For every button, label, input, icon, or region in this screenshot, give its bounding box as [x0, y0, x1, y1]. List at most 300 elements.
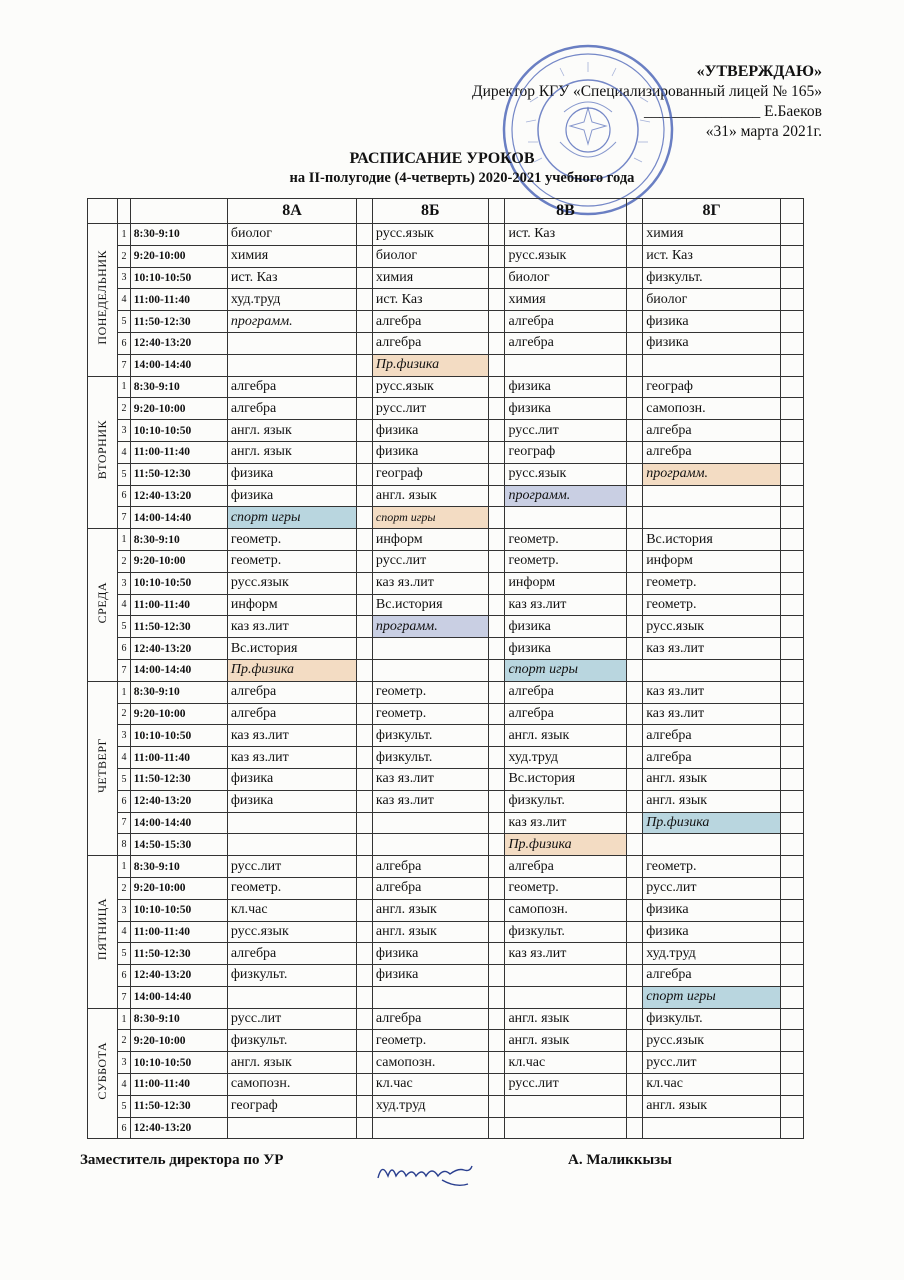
- spacer-cell: [780, 376, 803, 398]
- schedule-row: [88, 267, 804, 289]
- subject-cell: русс.язык: [372, 376, 488, 398]
- day-name: ВТОРНИК: [95, 420, 110, 480]
- spacer-cell: [626, 921, 643, 943]
- lesson-time: 9:20-10:00: [130, 245, 227, 267]
- lesson-time: 11:00-11:40: [130, 594, 227, 616]
- subject-cell: каз яз.лит: [372, 790, 488, 812]
- subject-cell: англ. язык: [505, 1030, 626, 1052]
- day-name: ЧЕТВЕРГ: [95, 738, 110, 794]
- spacer-cell: [488, 224, 505, 246]
- schedule-row: [88, 616, 804, 638]
- spacer-cell: [488, 332, 505, 354]
- footer-position: Заместитель директора по УР: [80, 1152, 284, 1168]
- schedule-row: [88, 311, 804, 333]
- subject-cell: биолог: [372, 245, 488, 267]
- spacer-cell: [357, 747, 373, 769]
- spacer-cell: [357, 224, 373, 246]
- lesson-time: 14:00-14:40: [130, 659, 227, 681]
- subject-cell: физика: [372, 441, 488, 463]
- subject-cell: [505, 1117, 626, 1139]
- spacer-cell: [780, 638, 803, 660]
- lesson-number: 1: [118, 376, 131, 398]
- spacer-cell: [780, 1074, 803, 1096]
- day-name: ПОНЕДЕЛЬНИК: [95, 250, 110, 345]
- lesson-number: 4: [118, 441, 131, 463]
- spacer-cell: [357, 965, 373, 987]
- day-name: ПЯТНИЦА: [95, 898, 110, 961]
- spacer-cell: [626, 1008, 643, 1030]
- spacer-cell: [780, 332, 803, 354]
- subject-cell: спорт игры: [643, 986, 781, 1008]
- subject-cell: физкульт.: [505, 790, 626, 812]
- lesson-number: 5: [118, 768, 131, 790]
- spacer-cell: [780, 550, 803, 572]
- subject-cell: [505, 986, 626, 1008]
- schedule-row: [88, 398, 804, 420]
- footer-name: А. Маликкызы: [568, 1152, 672, 1168]
- subject-cell: [643, 659, 781, 681]
- spacer-cell: [357, 899, 373, 921]
- spacer-cell: [626, 594, 643, 616]
- lesson-number: 1: [118, 529, 131, 551]
- subject-cell: алгебра: [643, 725, 781, 747]
- day-label: [88, 856, 118, 1009]
- subject-cell: физика: [643, 899, 781, 921]
- subject-cell: каз яз.лит: [505, 943, 626, 965]
- spacer-cell: [488, 485, 505, 507]
- subject-cell: русс.лит: [643, 877, 781, 899]
- subject-cell: русс.язык: [372, 224, 488, 246]
- lesson-number: 6: [118, 332, 131, 354]
- spacer-cell: [488, 550, 505, 572]
- lesson-number: 4: [118, 289, 131, 311]
- lesson-number: 2: [118, 703, 131, 725]
- subject-cell: географ: [505, 441, 626, 463]
- schedule-row: [88, 572, 804, 594]
- spacer-cell: [357, 507, 373, 529]
- lesson-number: 4: [118, 1074, 131, 1096]
- spacer-cell: [626, 1052, 643, 1074]
- lesson-time: 11:50-12:30: [130, 943, 227, 965]
- spacer-cell: [780, 725, 803, 747]
- subject-cell: [505, 354, 626, 376]
- subject-cell: алгебра: [372, 877, 488, 899]
- schedule-row: [88, 224, 804, 246]
- lesson-time: 10:10-10:50: [130, 420, 227, 442]
- header-blank: [118, 199, 131, 224]
- spacer-cell: [488, 529, 505, 551]
- spacer-cell: [357, 594, 373, 616]
- subject-cell: геометр.: [372, 681, 488, 703]
- subject-cell: алгебра: [227, 376, 356, 398]
- subject-cell: физкульт.: [643, 1008, 781, 1030]
- subject-cell: химия: [372, 267, 488, 289]
- header-blank: [626, 199, 643, 224]
- spacer-cell: [626, 507, 643, 529]
- spacer-cell: [626, 790, 643, 812]
- schedule-row: [88, 485, 804, 507]
- schedule-row: [88, 1095, 804, 1117]
- schedule-row: [88, 289, 804, 311]
- spacer-cell: [626, 703, 643, 725]
- spacer-cell: [780, 768, 803, 790]
- approval-date: «31» марта 2021г.: [705, 123, 822, 140]
- spacer-cell: [780, 659, 803, 681]
- schedule-row: [88, 420, 804, 442]
- spacer-cell: [357, 1008, 373, 1030]
- spacer-cell: [357, 834, 373, 856]
- spacer-cell: [626, 572, 643, 594]
- subject-cell: [643, 834, 781, 856]
- schedule-row: [88, 790, 804, 812]
- spacer-cell: [357, 463, 373, 485]
- spacer-cell: [357, 856, 373, 878]
- subject-cell: биолог: [643, 289, 781, 311]
- spacer-cell: [626, 681, 643, 703]
- subject-cell: англ. язык: [372, 921, 488, 943]
- lesson-time: 9:20-10:00: [130, 550, 227, 572]
- lesson-time: 11:50-12:30: [130, 463, 227, 485]
- schedule-row: [88, 877, 804, 899]
- subject-cell: каз яз.лит: [643, 681, 781, 703]
- lesson-number: 6: [118, 965, 131, 987]
- spacer-cell: [357, 638, 373, 660]
- subject-cell: русс.лит: [372, 398, 488, 420]
- spacer-cell: [626, 354, 643, 376]
- spacer-cell: [780, 441, 803, 463]
- subject-cell: русс.язык: [227, 921, 356, 943]
- spacer-cell: [626, 986, 643, 1008]
- subject-cell: физкульт.: [372, 725, 488, 747]
- spacer-cell: [488, 267, 505, 289]
- spacer-cell: [488, 768, 505, 790]
- spacer-cell: [626, 812, 643, 834]
- schedule-row: [88, 921, 804, 943]
- header-blank: [488, 199, 505, 224]
- schedule-row: [88, 594, 804, 616]
- lesson-time: 9:20-10:00: [130, 398, 227, 420]
- spacer-cell: [626, 1095, 643, 1117]
- subject-cell: спорт игры: [505, 659, 626, 681]
- lesson-number: 6: [118, 1117, 131, 1139]
- lesson-time: 12:40-13:20: [130, 790, 227, 812]
- subject-cell: [643, 507, 781, 529]
- spacer-cell: [780, 354, 803, 376]
- spacer-cell: [357, 659, 373, 681]
- lesson-time: 14:00-14:40: [130, 812, 227, 834]
- schedule-row: [88, 965, 804, 987]
- schedule-row: [88, 1074, 804, 1096]
- schedule-row: [88, 703, 804, 725]
- spacer-cell: [780, 463, 803, 485]
- spacer-cell: [488, 747, 505, 769]
- subject-cell: физика: [505, 376, 626, 398]
- subject-cell: [227, 354, 356, 376]
- subject-cell: биолог: [227, 224, 356, 246]
- subject-cell: геометр.: [643, 594, 781, 616]
- subject-cell: [372, 986, 488, 1008]
- spacer-cell: [780, 943, 803, 965]
- day-name: СУББОТА: [95, 1042, 110, 1100]
- spacer-cell: [488, 311, 505, 333]
- lesson-number: 3: [118, 899, 131, 921]
- subject-cell: алгебра: [643, 747, 781, 769]
- subject-cell: информ: [227, 594, 356, 616]
- lesson-time: 11:00-11:40: [130, 921, 227, 943]
- day-label: [88, 1008, 118, 1139]
- schedule-row: [88, 1030, 804, 1052]
- spacer-cell: [357, 681, 373, 703]
- spacer-cell: [626, 856, 643, 878]
- subject-cell: физкульт.: [372, 747, 488, 769]
- subject-cell: физкульт.: [227, 965, 356, 987]
- subject-cell: каз яз.лит: [227, 747, 356, 769]
- subject-cell: спорт игры: [372, 507, 488, 529]
- spacer-cell: [488, 616, 505, 638]
- subject-cell: [643, 1117, 781, 1139]
- subject-cell: алгебра: [372, 856, 488, 878]
- lesson-time: 11:50-12:30: [130, 768, 227, 790]
- spacer-cell: [626, 877, 643, 899]
- spacer-cell: [780, 1030, 803, 1052]
- spacer-cell: [626, 224, 643, 246]
- lesson-time: 10:10-10:50: [130, 267, 227, 289]
- spacer-cell: [780, 572, 803, 594]
- subject-cell: географ: [643, 376, 781, 398]
- subject-cell: физика: [643, 332, 781, 354]
- lesson-time: 14:00-14:40: [130, 354, 227, 376]
- spacer-cell: [626, 638, 643, 660]
- subject-cell: физика: [227, 768, 356, 790]
- lesson-time: 12:40-13:20: [130, 638, 227, 660]
- lesson-time: 11:50-12:30: [130, 1095, 227, 1117]
- subject-cell: самопозн.: [372, 1052, 488, 1074]
- subject-cell: спорт игры: [227, 507, 356, 529]
- lesson-number: 2: [118, 1030, 131, 1052]
- lesson-number: 1: [118, 1008, 131, 1030]
- spacer-cell: [488, 638, 505, 660]
- spacer-cell: [780, 747, 803, 769]
- spacer-cell: [488, 899, 505, 921]
- subject-cell: англ. язык: [227, 420, 356, 442]
- header-blank: [780, 199, 803, 224]
- subject-cell: русс.лит: [505, 420, 626, 442]
- header-class: 8Г: [643, 199, 781, 224]
- subject-cell: самопозн.: [643, 398, 781, 420]
- spacer-cell: [357, 877, 373, 899]
- spacer-cell: [780, 224, 803, 246]
- subject-cell: [227, 834, 356, 856]
- spacer-cell: [626, 1117, 643, 1139]
- spacer-cell: [488, 1052, 505, 1074]
- spacer-cell: [357, 398, 373, 420]
- lesson-number: 1: [118, 681, 131, 703]
- subject-cell: ист. Каз: [372, 289, 488, 311]
- spacer-cell: [626, 289, 643, 311]
- subject-cell: русс.лит: [372, 550, 488, 572]
- spacer-cell: [357, 986, 373, 1008]
- lesson-number: 5: [118, 943, 131, 965]
- spacer-cell: [626, 420, 643, 442]
- lesson-number: 7: [118, 659, 131, 681]
- subject-cell: ист. Каз: [643, 245, 781, 267]
- spacer-cell: [626, 463, 643, 485]
- subject-cell: англ. язык: [643, 1095, 781, 1117]
- spacer-cell: [357, 267, 373, 289]
- subject-cell: физкульт.: [227, 1030, 356, 1052]
- lesson-time: 12:40-13:20: [130, 332, 227, 354]
- subject-cell: программ.: [505, 485, 626, 507]
- spacer-cell: [626, 834, 643, 856]
- spacer-cell: [488, 725, 505, 747]
- subject-cell: русс.язык: [643, 1030, 781, 1052]
- spacer-cell: [488, 1008, 505, 1030]
- subject-cell: алгебра: [505, 332, 626, 354]
- subject-cell: кл.час: [227, 899, 356, 921]
- subject-cell: [643, 485, 781, 507]
- subject-cell: англ. язык: [227, 441, 356, 463]
- lesson-time: 12:40-13:20: [130, 965, 227, 987]
- lesson-time: 9:20-10:00: [130, 877, 227, 899]
- subject-cell: геометр.: [505, 529, 626, 551]
- lesson-number: 6: [118, 485, 131, 507]
- subject-cell: физика: [372, 420, 488, 442]
- spacer-cell: [626, 311, 643, 333]
- spacer-cell: [488, 289, 505, 311]
- spacer-cell: [357, 485, 373, 507]
- lesson-time: 10:10-10:50: [130, 725, 227, 747]
- subject-cell: [505, 965, 626, 987]
- lesson-number: 5: [118, 1095, 131, 1117]
- subject-cell: программ.: [372, 616, 488, 638]
- spacer-cell: [357, 376, 373, 398]
- schedule-row: [88, 725, 804, 747]
- subject-cell: алгебра: [227, 703, 356, 725]
- subject-cell: геометр.: [227, 877, 356, 899]
- spacer-cell: [357, 812, 373, 834]
- spacer-cell: [488, 245, 505, 267]
- spacer-cell: [626, 768, 643, 790]
- lesson-time: 8:30-9:10: [130, 1008, 227, 1030]
- subject-cell: англ. язык: [505, 1008, 626, 1030]
- subject-cell: самопозн.: [505, 899, 626, 921]
- spacer-cell: [357, 1052, 373, 1074]
- subject-cell: русс.язык: [643, 616, 781, 638]
- spacer-cell: [357, 1030, 373, 1052]
- subject-cell: Пр.физика: [643, 812, 781, 834]
- subject-cell: геометр.: [227, 550, 356, 572]
- spacer-cell: [357, 1095, 373, 1117]
- lesson-number: 1: [118, 856, 131, 878]
- subject-cell: физика: [227, 463, 356, 485]
- subject-cell: ист. Каз: [227, 267, 356, 289]
- lesson-number: 8: [118, 834, 131, 856]
- subject-cell: самопозн.: [227, 1074, 356, 1096]
- spacer-cell: [626, 1074, 643, 1096]
- lesson-number: 2: [118, 550, 131, 572]
- lesson-time: 14:00-14:40: [130, 507, 227, 529]
- subject-cell: каз яз.лит: [372, 768, 488, 790]
- subject-cell: географ: [227, 1095, 356, 1117]
- page-subtitle: на II-полугодие (4-четверть) 2020-2021 учебного года: [289, 170, 635, 186]
- spacer-cell: [488, 1074, 505, 1096]
- spacer-cell: [780, 877, 803, 899]
- lesson-time: 11:00-11:40: [130, 441, 227, 463]
- spacer-cell: [780, 420, 803, 442]
- subject-cell: алгебра: [227, 681, 356, 703]
- lesson-time: 10:10-10:50: [130, 572, 227, 594]
- subject-cell: химия: [505, 289, 626, 311]
- subject-cell: англ. язык: [643, 790, 781, 812]
- header-blank: [357, 199, 373, 224]
- spacer-cell: [488, 572, 505, 594]
- lesson-time: 12:40-13:20: [130, 485, 227, 507]
- schedule-row: [88, 943, 804, 965]
- lesson-number: 4: [118, 747, 131, 769]
- subject-cell: географ: [372, 463, 488, 485]
- spacer-cell: [780, 1052, 803, 1074]
- spacer-cell: [626, 725, 643, 747]
- spacer-cell: [488, 1117, 505, 1139]
- subject-cell: программ.: [227, 311, 356, 333]
- subject-cell: Вс.история: [643, 529, 781, 551]
- lesson-number: 5: [118, 311, 131, 333]
- spacer-cell: [488, 398, 505, 420]
- schedule-row: [88, 899, 804, 921]
- subject-cell: алгебра: [372, 332, 488, 354]
- spacer-cell: [626, 965, 643, 987]
- subject-cell: алгебра: [505, 703, 626, 725]
- spacer-cell: [626, 899, 643, 921]
- subject-cell: геометр.: [643, 572, 781, 594]
- schedule-row: [88, 659, 804, 681]
- subject-cell: алгебра: [372, 1008, 488, 1030]
- subject-cell: каз яз.лит: [505, 812, 626, 834]
- spacer-cell: [626, 529, 643, 551]
- subject-cell: англ. язык: [505, 725, 626, 747]
- spacer-cell: [780, 398, 803, 420]
- subject-cell: алгебра: [505, 856, 626, 878]
- subject-cell: англ. язык: [227, 1052, 356, 1074]
- spacer-cell: [488, 703, 505, 725]
- lesson-number: 7: [118, 507, 131, 529]
- subject-cell: алгебра: [227, 398, 356, 420]
- spacer-cell: [488, 507, 505, 529]
- spacer-cell: [626, 616, 643, 638]
- lesson-number: 3: [118, 725, 131, 747]
- spacer-cell: [780, 1095, 803, 1117]
- subject-cell: [227, 332, 356, 354]
- spacer-cell: [488, 420, 505, 442]
- spacer-cell: [626, 441, 643, 463]
- approval-director: Директор КГУ «Специализированный лицей № 165»: [472, 83, 822, 100]
- subject-cell: физкульт.: [505, 921, 626, 943]
- lesson-number: 3: [118, 1052, 131, 1074]
- spacer-cell: [357, 616, 373, 638]
- lesson-time: 11:00-11:40: [130, 289, 227, 311]
- spacer-cell: [780, 594, 803, 616]
- day-label: [88, 376, 118, 529]
- spacer-cell: [780, 289, 803, 311]
- lesson-number: 3: [118, 572, 131, 594]
- schedule-table: [87, 198, 804, 1139]
- spacer-cell: [780, 616, 803, 638]
- day-label: [88, 224, 118, 377]
- subject-cell: [643, 354, 781, 376]
- subject-cell: физика: [227, 485, 356, 507]
- lesson-time: 12:40-13:20: [130, 1117, 227, 1139]
- spacer-cell: [488, 790, 505, 812]
